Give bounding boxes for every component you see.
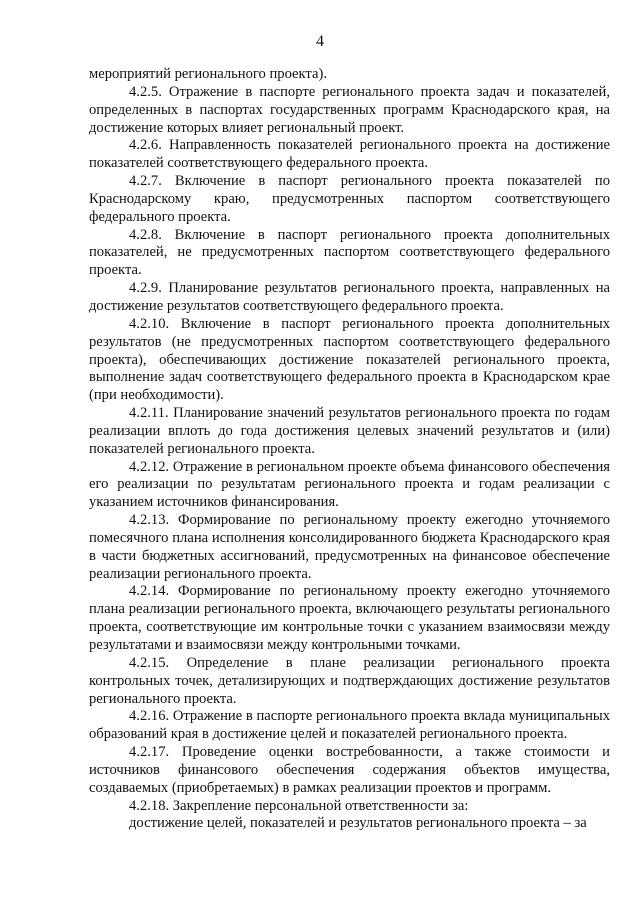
page-number: 4 [316,33,324,50]
paragraph-continuation: мероприятий регионального проекта). [89,66,327,82]
paragraph-4-2-13: 4.2.13. Формирование по региональному проекту ежегодно уточняемого помесячного плана исполнения консолидированного бюджета Краснодарского края в части бюджетных ассигнований, предусмотренных на финансовое обеспечение реализации регионального проекта. [89,512,610,582]
paragraph-4-2-15: 4.2.15. Определение в плане реализации регионального проекта контрольных точек, детализирующих и подтверждающих достижение результатов регионального проекта. [89,654,610,707]
paragraph-4-2-6: 4.2.6. Направленность показателей регионального проекта на достижение показателей соответствующего федерального проекта. [89,137,610,172]
paragraph-4-2-12: 4.2.12. Отражение в региональном проекте объема финансового обеспечения его реализации по результатам регионального проекта и годам реализации с указанием источников финансирования. [89,458,610,511]
paragraph-4-2-5: 4.2.5. Отражение в паспорте регионального проекта задач и показателей, определенных в паспортах государственных программ Краснодарского края, на достижение которых влияет региональный проект. [89,83,610,136]
paragraph-4-2-18-item: достижение целей, показателей и результатов регионального проекта – за [129,815,587,832]
document-body [89,66,610,833]
paragraph-4-2-8: 4.2.8. Включение в паспорт регионального проекта дополнительных показателей, не предусмотренных паспортом соответствующего федерального проекта. [89,226,610,279]
paragraph-4-2-18: 4.2.18. Закрепление персональной ответственности за: [129,797,469,814]
paragraph-4-2-7: 4.2.7. Включение в паспорт регионального проекта показателей по Краснодарскому краю, предусмотренных паспортом соответствующего федерального проекта. [89,173,610,225]
paragraph-4-2-17: 4.2.17. Проведение оценки востребованности, а также стоимости и источников финансового обеспечения содержания объектов имущества, создаваемых (приобретаемых) в рамках реализации проектов и программ. [89,744,610,796]
paragraph-4-2-9: 4.2.9. Планирование результатов регионального проекта, направленных на достижение результатов соответствующего федерального проекта. [89,280,610,314]
paragraph-4-2-10: 4.2.10. Включение в паспорт регионального проекта дополнительных результатов (не предусмотренных паспортом соответствующего федерального проекта), обеспечивающих достижение показателей регионального проекта, выполнение задач соответствующего федерального проекта в Краснодарском крае (при необходимости). [89,315,610,404]
paragraph-4-2-16: 4.2.16. Отражение в паспорте регионального проекта вклада муниципальных образований края в достижение целей и показателей регионального проекта. [89,708,610,743]
paragraph-4-2-11: 4.2.11. Планирование значений результатов регионального проекта по годам реализации вплоть до года достижения целевых значений результатов и (или) показателей регионального проекта. [89,405,610,457]
paragraph-4-2-14: 4.2.14. Формирование по региональному проекту ежегодно уточняемого плана реализации регионального проекта, включающего результаты регионального проекта, соответствующие им контрольные точки с указанием взаимосвязи между результатами и взаимосвязи между контрольными точками. [89,583,610,653]
